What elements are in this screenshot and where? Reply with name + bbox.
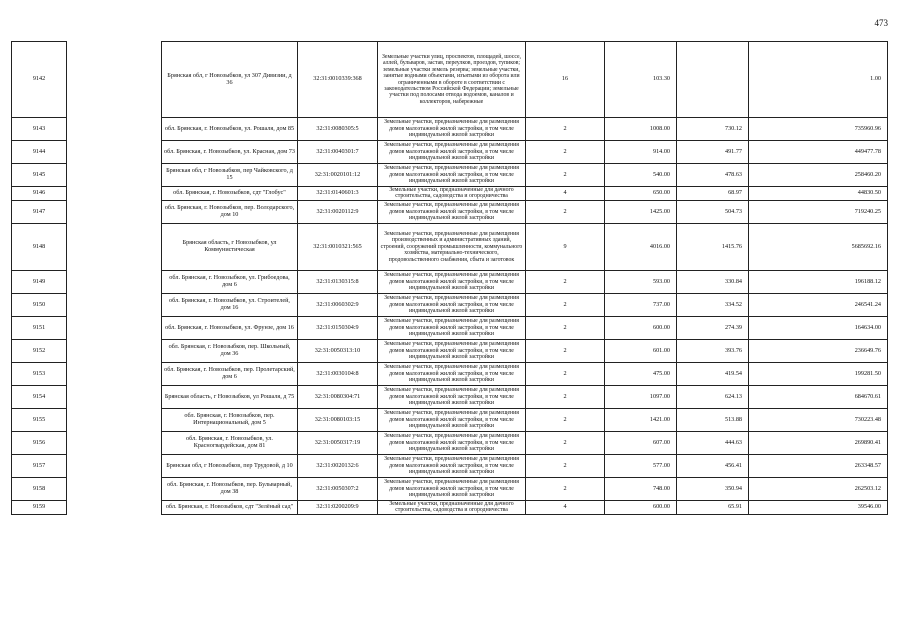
- address-cell: Брянская область, г Новозыбков, ул Коммунистическая: [162, 223, 298, 270]
- area-cell: 737.00: [605, 293, 677, 316]
- group-cell: 2: [526, 408, 605, 431]
- area-cell: 748.00: [605, 477, 677, 500]
- row-number-cell: 9156: [12, 431, 67, 454]
- area-cell: 593.00: [605, 270, 677, 293]
- row-number-cell: 9147: [12, 200, 67, 223]
- specific-value-cell: 1415.76: [677, 223, 749, 270]
- area-cell: 607.00: [605, 431, 677, 454]
- spacer-cell: [67, 477, 162, 500]
- specific-value-cell: 419.54: [677, 362, 749, 385]
- cadastral-cost-cell: 236649.76: [749, 339, 888, 362]
- spacer-cell: [67, 454, 162, 477]
- spacer-cell: [67, 385, 162, 408]
- spacer-cell: [67, 42, 162, 118]
- address-cell: Брянская обл, г Новозыбков, пер Трудовой, д 10: [162, 454, 298, 477]
- cadastral-cost-cell: 719240.25: [749, 200, 888, 223]
- row-number-cell: 9145: [12, 164, 67, 187]
- group-cell: 2: [526, 339, 605, 362]
- address-cell: обл. Брянская, г. Новозыбков, сдт "Зелёный сад": [162, 500, 298, 514]
- row-number-cell: 9155: [12, 408, 67, 431]
- group-cell: 2: [526, 118, 605, 141]
- spacer-cell: [67, 293, 162, 316]
- cadastral-number-cell: 32:31:0080103:15: [298, 408, 378, 431]
- cadastral-cost-cell: 258460.20: [749, 164, 888, 187]
- table-row: [12, 454, 888, 477]
- row-number-cell: 9154: [12, 385, 67, 408]
- row-number-cell: 9157: [12, 454, 67, 477]
- spacer-cell: [67, 118, 162, 141]
- area-cell: 600.00: [605, 316, 677, 339]
- spacer-cell: [67, 223, 162, 270]
- spacer-cell: [67, 362, 162, 385]
- cadastral-number-cell: 32:31:0150304:9: [298, 316, 378, 339]
- table-row: [12, 362, 888, 385]
- spacer-cell: [67, 500, 162, 514]
- group-cell: 4: [526, 500, 605, 514]
- address-cell: обл. Брянская, г. Новозыбков, пер. Бульварный, дом 38: [162, 477, 298, 500]
- cadastral-number-cell: 32:31:0060302:9: [298, 293, 378, 316]
- group-cell: 2: [526, 164, 605, 187]
- specific-value-cell: 68.97: [677, 187, 749, 201]
- spacer-cell: [67, 316, 162, 339]
- cadastral-number-cell: 32:31:0030104:8: [298, 362, 378, 385]
- spacer-cell: [67, 164, 162, 187]
- cadastral-number-cell: 32:31:0200209:9: [298, 500, 378, 514]
- address-cell: обл. Брянская, г. Новозыбков, сдт "Глобус": [162, 187, 298, 201]
- table-body: [12, 42, 888, 515]
- cadastral-cost-cell: 5685692.16: [749, 223, 888, 270]
- land-purpose-cell: Земельные участки, предназначенные для размещения домов малоэтажной жилой застройки, в том числе индивидуальной жилой застройки: [378, 118, 526, 141]
- land-purpose-cell: Земельные участки, предназначенные для размещения домов малоэтажной жилой застройки, в том числе индивидуальной жилой застройки: [378, 431, 526, 454]
- area-cell: 540.00: [605, 164, 677, 187]
- land-purpose-cell: Земельные участки, предназначенные для дачного строительства, садоводства и огородничества: [378, 500, 526, 514]
- group-cell: 2: [526, 454, 605, 477]
- specific-value-cell: 491.77: [677, 141, 749, 164]
- row-number-cell: 9144: [12, 141, 67, 164]
- group-cell: 2: [526, 316, 605, 339]
- cadastral-cost-cell: 196188.12: [749, 270, 888, 293]
- area-cell: 1421.00: [605, 408, 677, 431]
- table-row: [12, 118, 888, 141]
- specific-value-cell: 65.91: [677, 500, 749, 514]
- group-cell: 2: [526, 385, 605, 408]
- table-row: [12, 200, 888, 223]
- cadastral-number-cell: 32:31:0020101:12: [298, 164, 378, 187]
- table-row: [12, 408, 888, 431]
- cadastral-cost-cell: 449477.78: [749, 141, 888, 164]
- cadastral-cost-cell: 44830.50: [749, 187, 888, 201]
- land-purpose-cell: Земельные участки, предназначенные для размещения домов малоэтажной жилой застройки, в том числе индивидуальной жилой застройки: [378, 477, 526, 500]
- address-cell: обл. Брянская, г. Новозыбков, пер. Школьный, дом 36: [162, 339, 298, 362]
- spacer-cell: [67, 187, 162, 201]
- specific-value-cell: 330.84: [677, 270, 749, 293]
- land-purpose-cell: Земельные участки, предназначенные для размещения домов малоэтажной жилой застройки, в том числе индивидуальной жилой застройки: [378, 454, 526, 477]
- group-cell: 2: [526, 477, 605, 500]
- specific-value-cell: 444.63: [677, 431, 749, 454]
- table-row: [12, 500, 888, 514]
- table-row: [12, 293, 888, 316]
- address-cell: обл. Брянская, г. Новозыбков, пер. Володарского, дом 10: [162, 200, 298, 223]
- cadastral-cost-cell: 684670.61: [749, 385, 888, 408]
- group-cell: 2: [526, 270, 605, 293]
- spacer-cell: [67, 270, 162, 293]
- address-cell: обл. Брянская, г. Новозыбков, ул. Красногвардейская, дом 81: [162, 431, 298, 454]
- cadastral-number-cell: 32:31:0080305:5: [298, 118, 378, 141]
- specific-value-cell: 504.73: [677, 200, 749, 223]
- area-cell: 1008.00: [605, 118, 677, 141]
- row-number-cell: 9148: [12, 223, 67, 270]
- cadastral-cost-cell: 735960.96: [749, 118, 888, 141]
- specific-value-cell: 334.52: [677, 293, 749, 316]
- land-purpose-cell: Земельные участки, предназначенные для размещения производственных и административных зданий, строений, сооружений промышленности, коммунального хозяйства, материально-технического, продовольственного снабжения, сбыта и заготовок: [378, 223, 526, 270]
- table-row: [12, 42, 888, 118]
- land-purpose-cell: Земельные участки, предназначенные для размещения домов малоэтажной жилой застройки, в том числе индивидуальной жилой застройки: [378, 408, 526, 431]
- land-purpose-cell: Земельные участки, предназначенные для размещения домов малоэтажной жилой застройки, в том числе индивидуальной жилой застройки: [378, 339, 526, 362]
- spacer-cell: [67, 141, 162, 164]
- table-row: [12, 141, 888, 164]
- land-purpose-cell: Земельные участки, предназначенные для размещения домов малоэтажной жилой застройки, в том числе индивидуальной жилой застройки: [378, 293, 526, 316]
- table-row: [12, 270, 888, 293]
- spacer-cell: [67, 408, 162, 431]
- land-purpose-cell: Земельные участки, предназначенные для размещения домов малоэтажной жилой застройки, в том числе индивидуальной жилой застройки: [378, 141, 526, 164]
- cadastral-number-cell: 32:31:0040301:7: [298, 141, 378, 164]
- row-number-cell: 9152: [12, 339, 67, 362]
- address-cell: обл. Брянская, г. Новозыбков, ул. Грибоедова, дом 6: [162, 270, 298, 293]
- row-number-cell: 9146: [12, 187, 67, 201]
- row-number-cell: 9150: [12, 293, 67, 316]
- table-row: [12, 385, 888, 408]
- cadastral-number-cell: 32:31:0140601:3: [298, 187, 378, 201]
- address-cell: Брянская обл, г Новозыбков, ул 307 Дивизии, д 36: [162, 42, 298, 118]
- row-number-cell: 9149: [12, 270, 67, 293]
- specific-value-cell: 513.88: [677, 408, 749, 431]
- area-cell: 1097.00: [605, 385, 677, 408]
- address-cell: обл. Брянская, г. Новозыбков, ул. Фрунзе, дом 16: [162, 316, 298, 339]
- cadastral-cost-cell: 263348.57: [749, 454, 888, 477]
- cadastral-number-cell: 32:31:0080304:71: [298, 385, 378, 408]
- table-row: [12, 164, 888, 187]
- table-row: [12, 223, 888, 270]
- cadastral-cost-cell: 1.00: [749, 42, 888, 118]
- cadastral-number-cell: 32:31:0050317:19: [298, 431, 378, 454]
- land-purpose-cell: Земельные участки, предназначенные для дачного строительства, садоводства и огородничества: [378, 187, 526, 201]
- table-row: [12, 431, 888, 454]
- table-row: [12, 316, 888, 339]
- cadastral-cost-cell: 269890.41: [749, 431, 888, 454]
- address-cell: обл. Брянская, г. Новозыбков, ул. Строителей, дом 16: [162, 293, 298, 316]
- specific-value-cell: 456.41: [677, 454, 749, 477]
- cadastral-number-cell: 32:31:0010339:368: [298, 42, 378, 118]
- spacer-cell: [67, 431, 162, 454]
- group-cell: 2: [526, 431, 605, 454]
- area-cell: 600.00: [605, 500, 677, 514]
- group-cell: 9: [526, 223, 605, 270]
- land-purpose-cell: Земельные участки, предназначенные для размещения домов малоэтажной жилой застройки, в том числе индивидуальной жилой застройки: [378, 200, 526, 223]
- group-cell: 2: [526, 293, 605, 316]
- cadastral-cost-cell: 199281.50: [749, 362, 888, 385]
- cadastral-registry-table: [11, 41, 888, 515]
- area-cell: 475.00: [605, 362, 677, 385]
- address-cell: Брянская обл, г Новозыбков, пер Чайковского, д 15: [162, 164, 298, 187]
- spacer-cell: [67, 339, 162, 362]
- address-cell: обл. Брянская, г. Новозыбков, пер. Пролетарский, дом 6: [162, 362, 298, 385]
- area-cell: 914.00: [605, 141, 677, 164]
- cadastral-cost-cell: 164634.00: [749, 316, 888, 339]
- cadastral-number-cell: 32:31:0130315:8: [298, 270, 378, 293]
- area-cell: 1425.00: [605, 200, 677, 223]
- cadastral-cost-cell: 39546.00: [749, 500, 888, 514]
- specific-value-cell: 350.94: [677, 477, 749, 500]
- specific-value-cell: [677, 42, 749, 118]
- cadastral-cost-cell: 730223.48: [749, 408, 888, 431]
- table-row: [12, 187, 888, 201]
- land-purpose-cell: Земельные участки, предназначенные для размещения домов малоэтажной жилой застройки, в том числе индивидуальной жилой застройки: [378, 385, 526, 408]
- cadastral-number-cell: 32:31:0020132:6: [298, 454, 378, 477]
- area-cell: 103.30: [605, 42, 677, 118]
- area-cell: 650.00: [605, 187, 677, 201]
- group-cell: 16: [526, 42, 605, 118]
- cadastral-number-cell: 32:31:0050313:10: [298, 339, 378, 362]
- row-number-cell: 9158: [12, 477, 67, 500]
- cadastral-cost-cell: 246541.24: [749, 293, 888, 316]
- group-cell: 2: [526, 362, 605, 385]
- cadastral-number-cell: 32:31:0010321:565: [298, 223, 378, 270]
- cadastral-cost-cell: 262503.12: [749, 477, 888, 500]
- address-cell: Брянская область, г Новозыбков, ул Рошаля, д 75: [162, 385, 298, 408]
- row-number-cell: 9142: [12, 42, 67, 118]
- group-cell: 2: [526, 141, 605, 164]
- land-purpose-cell: Земельные участки улиц, проспектов, площадей, шоссе, аллей, бульваров, застав, переулков, проездов, тупиков; земельные участки земель резерва; земельные участки, занятые водными объектами, изъятыми из оборота или ограниченными в обороте в соответствии с законодательством Российской Федерации; земельные участки под полосами отвода водоемов, каналов и коллекторов, набережные: [378, 42, 526, 118]
- specific-value-cell: 274.39: [677, 316, 749, 339]
- area-cell: 577.00: [605, 454, 677, 477]
- specific-value-cell: 624.13: [677, 385, 749, 408]
- land-purpose-cell: Земельные участки, предназначенные для размещения домов малоэтажной жилой застройки, в том числе индивидуальной жилой застройки: [378, 164, 526, 187]
- table-row: [12, 477, 888, 500]
- table-row: [12, 339, 888, 362]
- address-cell: обл. Брянская, г. Новозыбков, ул. Красная, дом 73: [162, 141, 298, 164]
- page-number: 473: [874, 18, 888, 28]
- row-number-cell: 9153: [12, 362, 67, 385]
- cadastral-number-cell: 32:31:0050307:2: [298, 477, 378, 500]
- land-purpose-cell: Земельные участки, предназначенные для размещения домов малоэтажной жилой застройки, в том числе индивидуальной жилой застройки: [378, 362, 526, 385]
- specific-value-cell: 393.76: [677, 339, 749, 362]
- area-cell: 4016.00: [605, 223, 677, 270]
- group-cell: 4: [526, 187, 605, 201]
- row-number-cell: 9143: [12, 118, 67, 141]
- specific-value-cell: 478.63: [677, 164, 749, 187]
- land-purpose-cell: Земельные участки, предназначенные для размещения домов малоэтажной жилой застройки, в том числе индивидуальной жилой застройки: [378, 316, 526, 339]
- row-number-cell: 9151: [12, 316, 67, 339]
- area-cell: 601.00: [605, 339, 677, 362]
- specific-value-cell: 730.12: [677, 118, 749, 141]
- cadastral-number-cell: 32:31:0020112:9: [298, 200, 378, 223]
- spacer-cell: [67, 200, 162, 223]
- land-purpose-cell: Земельные участки, предназначенные для размещения домов малоэтажной жилой застройки, в том числе индивидуальной жилой застройки: [378, 270, 526, 293]
- row-number-cell: 9159: [12, 500, 67, 514]
- address-cell: обл. Брянская, г. Новозыбков, ул. Рошаля, дом 85: [162, 118, 298, 141]
- address-cell: обл. Брянская, г. Новозыбков, пер. Интернациональный, дом 5: [162, 408, 298, 431]
- group-cell: 2: [526, 200, 605, 223]
